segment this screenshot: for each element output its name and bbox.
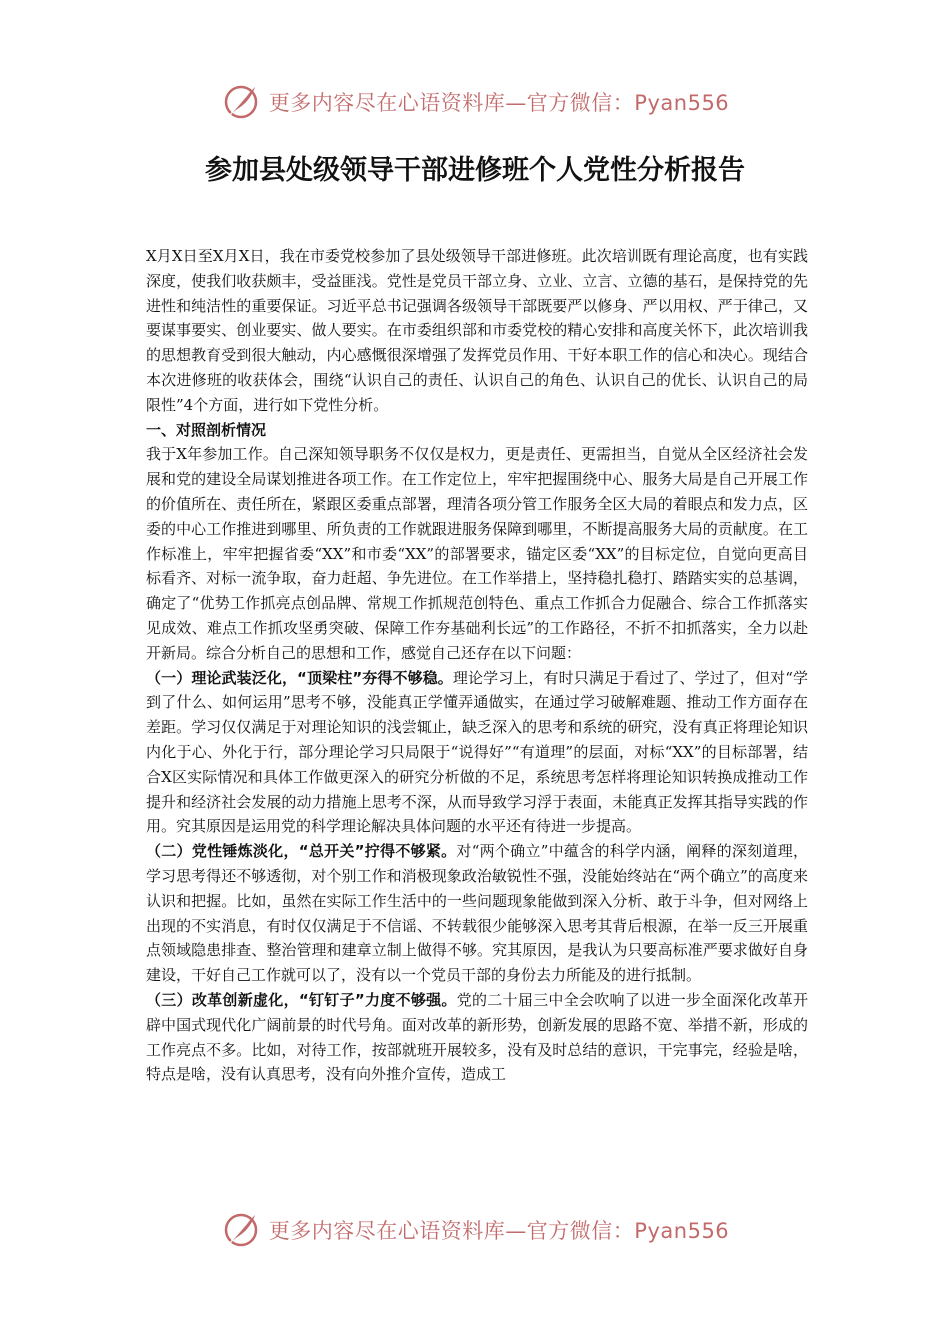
problem-item-2 — [146, 839, 808, 988]
problem-body: 对“两个确立”中蕴含的科学内涵，阐释的深刻道理，学习思考得还不够透彻，对个别工作和消极现象政治敏锐性不强，没能始终站在“两个确立”的高度来认识和把握。比如，虽然在实际工作生活中的一些问题现象能做到深入分析、敢于斗争，但对网络上出现的不实消息，有时仅仅满足于不信谣、不转载很少能够深入思考其背后根源，在举一反三开展重点领域隐患排查、整治管理和建章立制上做得不够。究其原因，是我认为只要高标准严要求做好自身建设，干好自己工作就可以了，没有以一个党员干部的身份去力所能及的进行抵制。 — [146, 842, 808, 985]
quill-logo-icon — [221, 82, 261, 122]
watermark-text: 更多内容尽在心语资料库—官方微信：Pyan556 — [268, 1219, 730, 1243]
problem-lead: （一）理论武装泛化，“顶梁柱”夯得不够稳。 — [146, 668, 453, 687]
document-title: 参加县处级领导干部进修班个人党性分析报告 — [205, 155, 745, 186]
section-heading: 一、对照剖析情况 — [146, 420, 267, 439]
section-paragraph: 我于X年参加工作。自己深知领导职务不仅仅是权力，更是责任、更需担当，自觉从全区经济社会发展和党的建设全局谋划推进各项工作。在工作定位上，牢牢把握围绕中心、服务大局是自己开展工作的价值所在、责任所在，紧跟区委重点部署，理清各项分管工作服务全区大局的着眼点和发力点，区委的中心工作推进到哪里、所负责的工作就跟进服务保障到哪里，不断提高服务大局的贡献度。在工作标准上，牢牢把握省委“XX”和市委“XX”的部署要求，锚定区委“XX”的目标定位，自觉向更高目标看齐、对标一流争取，奋力赶超、争先进位。在工作举措上，坚持稳扎稳打、踏踏实实的总基调，确定了“优势工作抓亮点创品牌、常规工作抓规范创特色、重点工作抓合力促融合、综合工作抓落实见成效、难点工作抓攻坚勇突破、保障工作夯基础利长远”的工作路径，不折不扣抓落实，全力以赴开新局。综合分析自己的思想和工作，感觉自己还存在以下问题： — [146, 445, 808, 662]
problem-lead: （三）改革创新虚化，“钉钉子”力度不够强。 — [146, 990, 457, 1009]
watermark-banner-top — [0, 78, 950, 126]
problem-body: 党的二十届三中全会吹响了以进一步全面深化改革开辟中国式现代化广阔前景的时代号角。面对改革的新形势，创新发展的思路不宽、举措不新，形成的工作亮点不多。比如，对待工作，按部就班开展较多，没有及时总结的意识，干完事完，经验是啥，特点是啥，没有认真思考，没有向外推介宣传，造成工 — [146, 990, 808, 1084]
quill-logo-icon — [221, 1210, 261, 1250]
watermark-banner-bottom — [0, 1206, 950, 1254]
problem-body: 理论学习上，有时只满足于看过了、学过了，但对“学到了什么、如何运用”思考不够，没能真正学懂弄通做实，在通过学习破解难题、推动工作方面存在差距。学习仅仅满足于对理论知识的浅尝辄止，缺乏深入的思考和系统的研究，没有真正将理论知识内化于心、外化于行，部分理论学习只局限于“说得好”“有道理”的层面，对标“XX”的目标部署，结合X区实际情况和具体工作做更深入的研究分析做的不足，系统思考怎样将理论知识转换成推动工作提升和经济社会发展的动力措施上思考不深，从而导致学习浮于表面，未能真正发挥其指导实践的作用。究其原因是运用党的科学理论解决具体问题的水平还有待进一步提高。 — [146, 668, 808, 836]
problem-item-3 — [146, 988, 808, 1087]
document-body — [146, 244, 808, 1087]
problem-lead: （二）党性锤炼淡化，“总开关”拧得不够紧。 — [146, 842, 457, 861]
intro-paragraph: X月X日至X月X日，我在市委党校参加了县处级领导干部进修班。此次培训既有理论高度，也有实践深度，使我们收获颇丰，受益匪浅。党性是党员干部立身、立业、立言、立德的基石，是保持党的先进性和纯洁性的重要保证。习近平总书记强调各级领导干部既要严以修身、严以用权、严于律己，又要谋事要实、创业要实、做人要实。在市委组织部和市委党校的精心安排和高度关怀下，此次培训我的思想教育受到很大触动，内心感慨很深增强了发挥党员作用、干好本职工作的信心和决心。现结合本次进修班的收获体会，围绕“认识自己的责任、认识自己的角色、认识自己的优长、认识自己的局限性”4个方面，进行如下党性分析。 — [146, 247, 808, 414]
watermark-text: 更多内容尽在心语资料库—官方微信：Pyan556 — [268, 91, 730, 115]
problem-item-1 — [146, 666, 808, 840]
